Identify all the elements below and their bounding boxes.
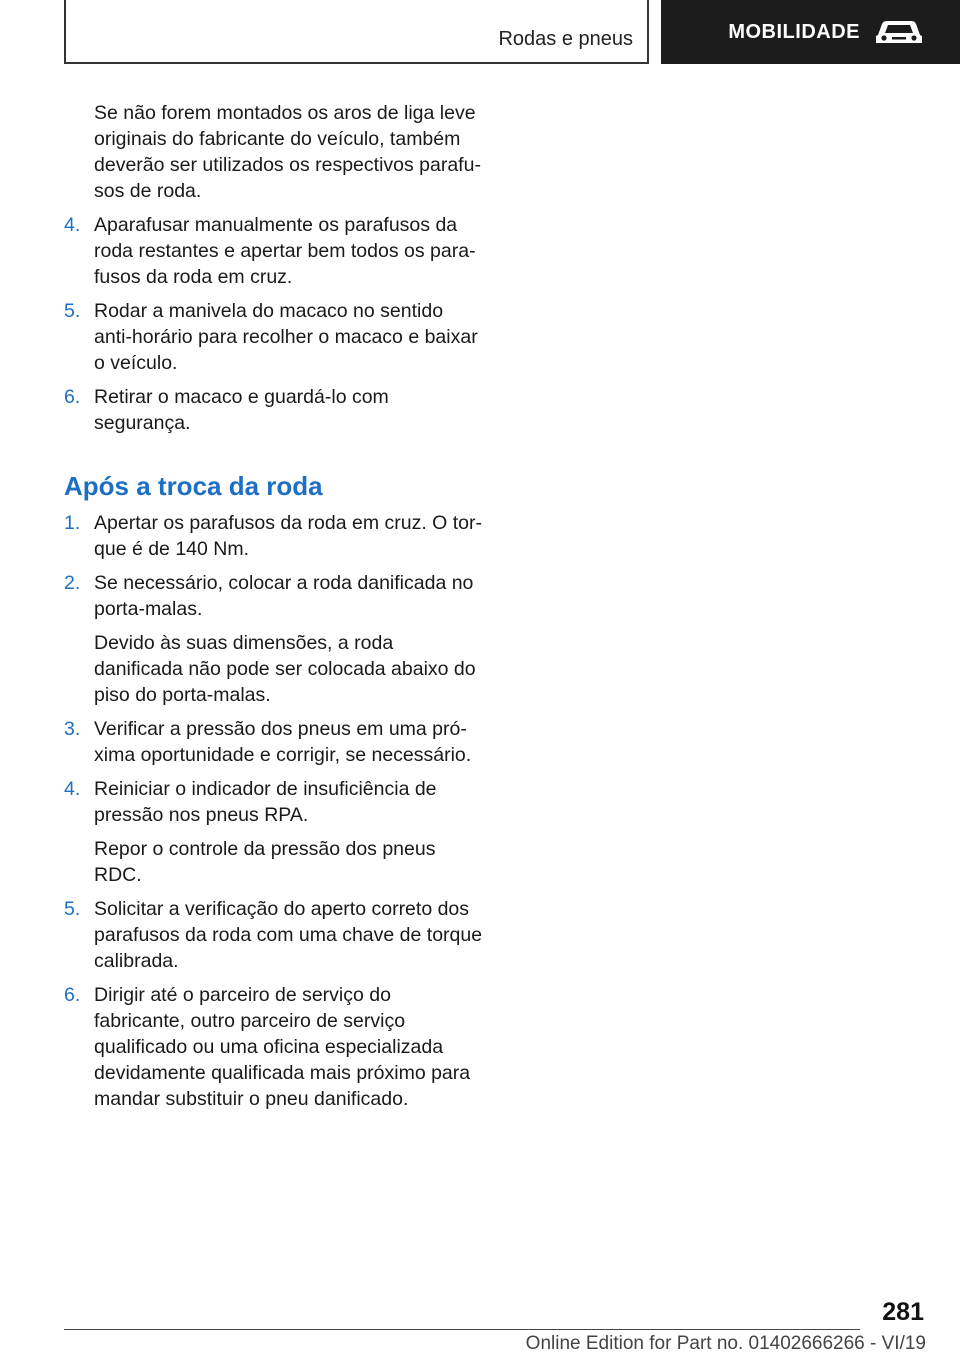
chapter-title: MOBILIDADE [728, 20, 860, 43]
list-item [64, 570, 484, 708]
steps-before-list [64, 212, 484, 436]
step-number: 4. [64, 778, 81, 800]
step-number: 1. [64, 512, 81, 534]
step-number: 5. [64, 898, 81, 920]
section-title: Rodas e pneus [498, 28, 633, 50]
footer-divider [64, 1329, 860, 1330]
footer-edition: Online Edition for Part no. 01402666266 - VI/19 [525, 1333, 926, 1354]
steps-after-list [64, 510, 484, 1112]
list-item [64, 212, 484, 290]
step-note: Devido às suas dimensões, a roda danificada não pode ser colocada abaixo do piso do porta-malas. [94, 632, 476, 706]
step-text: Verificar a pressão dos pneus em uma próxima oportunidade e corrigir, se necessário. [94, 718, 472, 766]
list-item [64, 982, 484, 1112]
list-item [64, 510, 484, 562]
step-number: 4. [64, 214, 81, 236]
list-item [64, 716, 484, 768]
header-chapter-box [661, 0, 960, 64]
page-number: 281 [882, 1298, 924, 1326]
section-heading: Após a troca da roda [64, 471, 323, 501]
step-number: 2. [64, 572, 81, 594]
step-text: Se necessário, colocar a roda danificada no porta-malas. [94, 572, 474, 620]
step-text: Apertar os parafusos da roda em cruz. O torque é de 140 Nm. [94, 512, 483, 560]
step-note: Repor o controle da pressão dos pneus RDC. [94, 838, 436, 886]
step-text: Retirar o macaco e guardá-lo com segurança. [94, 386, 389, 434]
step-text: Aparafusar manualmente os parafusos da roda restantes e apertar bem todos os parafusos da roda em cruz. [94, 214, 476, 288]
header-section-box [64, 0, 649, 64]
step-text: Reiniciar o indicador de insuficiência de pressão nos pneus RPA. [94, 778, 437, 826]
car-icon [874, 18, 924, 46]
step-number: 5. [64, 300, 81, 322]
list-item [64, 298, 484, 376]
list-item [64, 384, 484, 436]
list-item [64, 896, 484, 974]
step-number: 6. [64, 386, 81, 408]
list-item [64, 776, 484, 888]
intro-paragraph: Se não forem montados os aros de liga leve originais do fabricante do veículo, também deverão ser utilizados os respectivos parafusos de roda. [94, 102, 481, 202]
step-number: 3. [64, 718, 81, 740]
step-text: Rodar a manivela do macaco no sentido anti-horário para recolher o macaco e baixar o veículo. [94, 300, 478, 374]
page-content [64, 100, 484, 1112]
step-text: Solicitar a verificação do aperto correto dos parafusos da roda com uma chave de torque calibrada. [94, 898, 483, 972]
step-number: 6. [64, 984, 81, 1006]
step-text: Dirigir até o parceiro de serviço do fabricante, outro parceiro de serviço qualificado ou uma oficina especializada devidamente qualificada mais próximo para mandar substituir o pneu danificado. [94, 984, 471, 1110]
